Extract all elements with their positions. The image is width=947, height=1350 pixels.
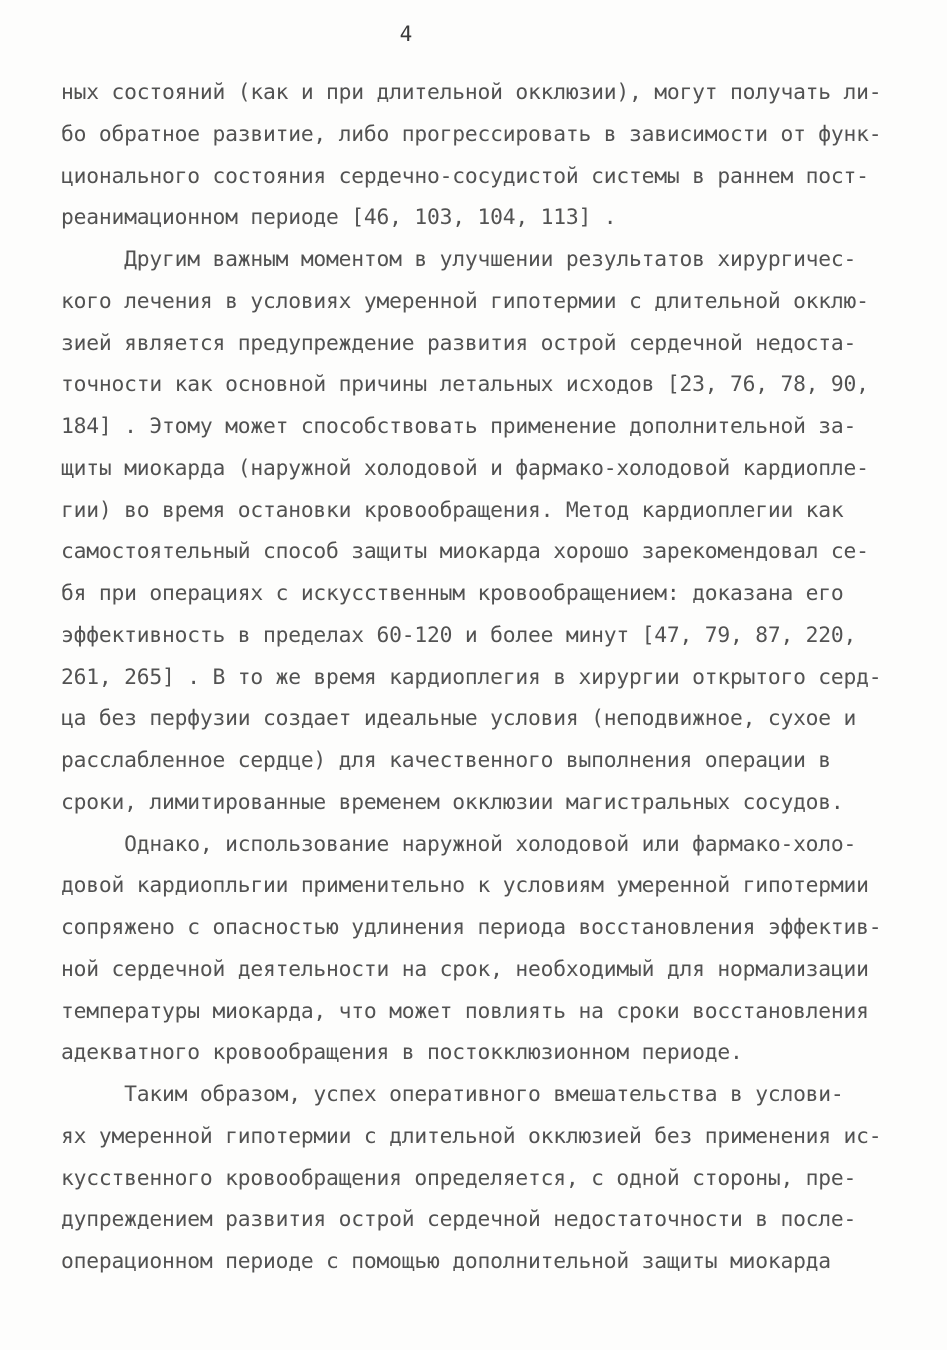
text-line: температуры миокарда, что может повлиять на сроки восстановления xyxy=(61,998,869,1024)
text-line: 261, 265] . В то же время кардиоплегия в хирургии открытого серд- xyxy=(61,664,882,690)
text-line: 184] . Этому может способствовать применение дополнительной за- xyxy=(61,414,857,439)
text-line: довой кардиопльгии применительно к условиям умеренной гипотермии xyxy=(61,873,869,899)
text-line: ционального состояния сердечно-сосудистой системы в раннем пост- xyxy=(61,163,869,189)
text-line: самостоятельный способ защиты миокарда хорошо зарекомендовал се- xyxy=(61,539,869,565)
text-line: бя при операциях с искусственным кровообращением: доказана его xyxy=(61,581,844,606)
text-line: ных состояний (как и при длительной окклюзии), могут получать ли- xyxy=(61,80,882,105)
text-line: щиты миокарда (наружной холодовой и фармако-холодовой кардиопле- xyxy=(61,455,869,481)
text-line: кого лечения в условиях умеренной гипотермии с длительной окклю- xyxy=(61,288,869,314)
text-line: сроки, лимитированные временем окклюзии магистральных сосудов. xyxy=(61,789,844,815)
text-line: расслабленное сердце) для качественного выполнения операции в xyxy=(61,748,831,773)
text-line: эффективность в пределах 60-120 и более минут [47, 79, 87, 220, xyxy=(61,622,857,648)
page-number: 4 xyxy=(399,22,413,46)
text-line: операционном периоде с помощью дополнительной защиты миокарда xyxy=(61,1249,831,1274)
text-line: зией является предупреждение развития острой сердечной недоста- xyxy=(61,330,857,356)
text-line: сопряжено с опасностью удлинения периода восстановления эффектив- xyxy=(61,915,882,940)
text-line: Таким образом, успех оперативного вмешательства в услови- xyxy=(61,1082,844,1107)
text-line: кусственного кровообращения определяется, с одной стороны, пре- xyxy=(61,1165,857,1191)
text-line: Однако, использование наружной холодовой или фармако-холо- xyxy=(61,831,857,857)
text-line: ной сердечной деятельности на срок, необходимый для нормализации xyxy=(61,956,869,982)
text-line: Другим важным моментом в улучшении результатов хирургичес- xyxy=(61,247,857,272)
body-text xyxy=(61,72,891,1283)
text-line: реанимационном периоде [46, 103, 104, 113] . xyxy=(61,205,617,231)
text-line: дупреждением развития острой сердечной недостаточности в после- xyxy=(61,1207,857,1233)
text-line: ях умеренной гипотермии с длительной окклюзией без применения ис- xyxy=(61,1123,882,1149)
text-line: точности как основной причины летальных исходов [23, 76, 78, 90, xyxy=(61,372,869,398)
text-line: ца без перфузии создает идеальные условия (неподвижное, сухое и xyxy=(61,706,857,732)
text-line: бо обратное развитие, либо прогрессировать в зависимости от функ- xyxy=(61,121,882,147)
text-line: адекватного кровообращения в постокклюзионном периоде. xyxy=(61,1040,743,1066)
text-line: гии) во время остановки кровообращения. Метод кардиоплегии как xyxy=(61,497,844,523)
